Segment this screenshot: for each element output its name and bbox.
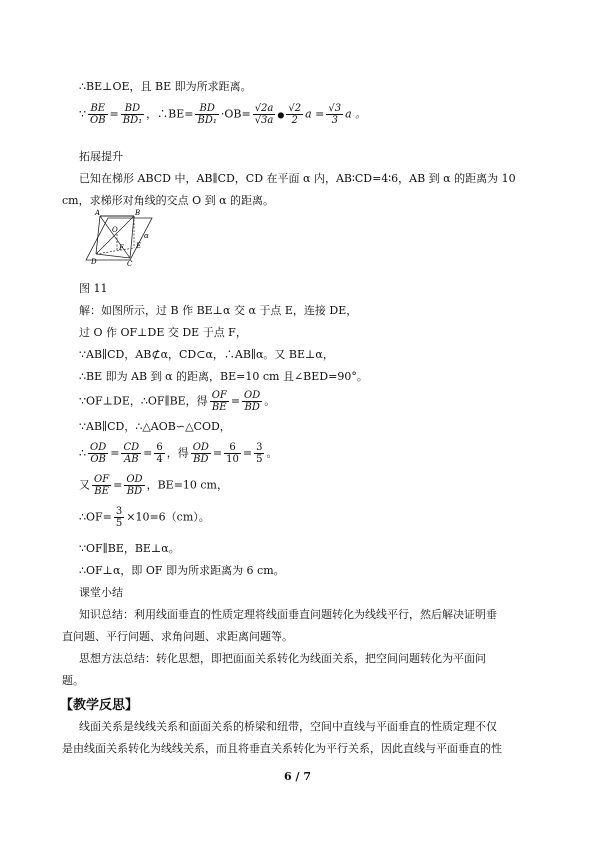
fraction-numerator: √2a xyxy=(254,103,274,114)
fraction-denominator: BE xyxy=(94,486,109,497)
section-title-extension: 拓展提升 xyxy=(79,150,123,163)
fraction-denominator: √3a xyxy=(254,115,274,126)
fraction-numerator: OD xyxy=(192,442,209,453)
fraction-denominator: OB xyxy=(90,454,106,465)
fraction-denominator: 3 xyxy=(331,115,338,126)
math-text: = xyxy=(242,446,253,460)
fraction-denominator: BD xyxy=(193,454,209,465)
fraction xyxy=(286,103,303,126)
diagonal-bd xyxy=(96,216,134,254)
math-text: ，BE=10 cm， xyxy=(146,478,228,492)
page-number: 6 / 7 xyxy=(284,770,311,783)
fraction-numerator: BE xyxy=(88,103,108,115)
fraction-denominator: 2 xyxy=(291,115,298,126)
text-line: ∴BE⊥OE，且 BE 即为所求距离。 xyxy=(79,80,252,93)
math-text: ，∴BE= xyxy=(146,107,194,121)
fraction xyxy=(88,103,108,126)
math-text: = xyxy=(143,446,153,460)
fraction xyxy=(326,103,343,126)
problem-line-2: cm，求梯形对角线的交点 O 到 α 的距离。 xyxy=(62,194,275,207)
fraction xyxy=(242,390,262,413)
formula-line xyxy=(79,103,366,126)
math-text: = xyxy=(110,446,120,460)
label-d: D xyxy=(91,258,97,266)
fraction xyxy=(124,474,144,497)
label-a: A xyxy=(95,209,101,217)
math-text: ·OB= xyxy=(220,107,251,121)
method-summary-line-1: 思想方法总结：转化思想，即把面面关系转化为线面关系，把空间问题转化为平面问 xyxy=(79,652,486,665)
math-text: ×10=6（cm）。 xyxy=(126,510,210,524)
method-summary-line-2: 题。 xyxy=(62,674,84,687)
segment-bc xyxy=(130,216,134,258)
fraction xyxy=(224,442,241,465)
fraction xyxy=(114,506,124,529)
fraction-denominator: BE xyxy=(211,402,227,413)
fraction-numerator: BD xyxy=(121,103,144,115)
solution-line-2: 过 O 作 OF⊥DE 交 DE 于点 F， xyxy=(79,326,247,339)
section-title-summary: 课堂小结 xyxy=(79,586,123,599)
fraction-numerator: 3 xyxy=(115,506,123,517)
fraction xyxy=(121,103,144,126)
problem-line-1: 已知在梯形 ABCD 中，AB∥CD，CD 在平面 α 内，AB∶CD=4∶6，AB 到 α 的距离为 10 xyxy=(79,172,516,185)
fraction xyxy=(254,442,264,465)
fraction-numerator: OD xyxy=(90,442,107,453)
math-text: 。 xyxy=(266,446,278,460)
fraction-denominator: OB xyxy=(90,115,106,126)
fraction-denominator: AB xyxy=(123,454,139,465)
math-text: ∴OF= xyxy=(79,510,112,524)
fraction-denominator: 5 xyxy=(256,454,263,465)
fraction-denominator: BD₁ xyxy=(197,115,217,126)
math-text: a = xyxy=(305,107,325,121)
label-b: B xyxy=(135,209,141,217)
math-text: ∵ xyxy=(79,107,86,121)
fraction-numerator: √3 xyxy=(328,103,342,114)
fraction-numerator: CD xyxy=(123,442,140,453)
fraction xyxy=(121,442,141,465)
fraction-numerator: 3 xyxy=(256,442,263,453)
label-c: C xyxy=(127,260,133,268)
diagonal-ac xyxy=(100,216,130,258)
fraction xyxy=(88,442,108,465)
reflection-line-1: 线面关系是线线关系和面面关系的桥梁和纽带，空间中直线与平面垂直的性质定理不仅 xyxy=(79,720,497,733)
solution-line-1: 解：如图所示，过 B 作 BE⊥α 交 α 于点 E，连接 DE， xyxy=(79,304,358,317)
label-alpha: α xyxy=(144,232,149,240)
fraction xyxy=(191,442,211,465)
fraction-denominator: 4 xyxy=(156,454,163,465)
fraction-denominator: BD xyxy=(244,402,260,413)
reflection-heading: 【教学反思】 xyxy=(60,698,139,713)
math-text: = xyxy=(230,394,241,408)
solution-line-11: ∴OF⊥α，即 OF 即为所求距离为 6 cm。 xyxy=(79,564,285,577)
trapezoid-figure xyxy=(82,208,154,268)
math-text: = xyxy=(109,107,119,121)
fraction-numerator: OD xyxy=(244,390,261,401)
math-text: ● xyxy=(277,110,285,120)
knowledge-summary-line-1: 知识总结：利用线面垂直的性质定理将线面垂直问题转化为线线平行，然后解决证明垂 xyxy=(79,608,497,621)
segment-de xyxy=(96,248,134,254)
fraction-numerator: OF xyxy=(211,390,227,401)
fraction-numerator: √2 xyxy=(288,103,302,114)
solution-line-3: ∵AB∥CD，AB⊄α，CD⊂α，∴AB∥α。又 BE⊥α， xyxy=(79,348,334,361)
fraction-denominator: BD xyxy=(126,486,143,497)
fraction xyxy=(154,442,164,465)
math-text: 又 xyxy=(79,478,90,492)
solution-line-7 xyxy=(79,442,277,465)
math-text: ，得 xyxy=(166,446,189,460)
solution-line-10: ∵OF∥BE，BE⊥α。 xyxy=(79,542,180,555)
fraction-numerator: 6 xyxy=(224,442,241,454)
fraction-denominator: 5 xyxy=(115,518,123,529)
math-text: ∵OF⊥DE，∴OF∥BE，得 xyxy=(79,394,208,408)
fraction-denominator: 10 xyxy=(226,454,239,465)
solution-line-5 xyxy=(79,390,275,413)
math-text: = xyxy=(113,478,123,492)
fraction-numerator: OD xyxy=(126,474,143,485)
math-text: = xyxy=(212,446,223,460)
fraction-denominator: BD₁ xyxy=(122,115,143,126)
fraction xyxy=(253,103,276,126)
label-o: O xyxy=(112,226,118,234)
fraction-numerator: 6 xyxy=(156,442,163,453)
label-e: E xyxy=(136,242,142,250)
solution-line-8 xyxy=(79,474,228,497)
math-text: a 。 xyxy=(345,107,367,121)
solution-line-4: ∴BE 即为 AB 到 α 的距离，BE=10 cm 且∠BED=90°。 xyxy=(79,370,368,383)
fraction xyxy=(92,474,111,497)
fraction xyxy=(210,390,229,413)
fraction-numerator: OF xyxy=(94,474,110,485)
knowledge-summary-line-2: 直问题、平行问题、求角问题、求距离问题等。 xyxy=(62,630,293,643)
fraction xyxy=(195,103,218,126)
segment-dc xyxy=(96,254,130,258)
reflection-line-2: 是由线面关系转化为线线关系，而且将垂直关系转化为平行关系，因此直线与平面垂直的性 xyxy=(62,742,502,755)
solution-line-6: ∵AB∥CD，∴△AOB∽△COD， xyxy=(79,420,231,433)
figure-caption: 图 11 xyxy=(79,282,108,295)
math-text: ∴ xyxy=(79,446,86,460)
label-f: F xyxy=(119,244,124,252)
solution-line-9 xyxy=(79,506,210,529)
math-text: 。 xyxy=(264,394,276,408)
fraction-numerator: BD xyxy=(195,103,218,115)
